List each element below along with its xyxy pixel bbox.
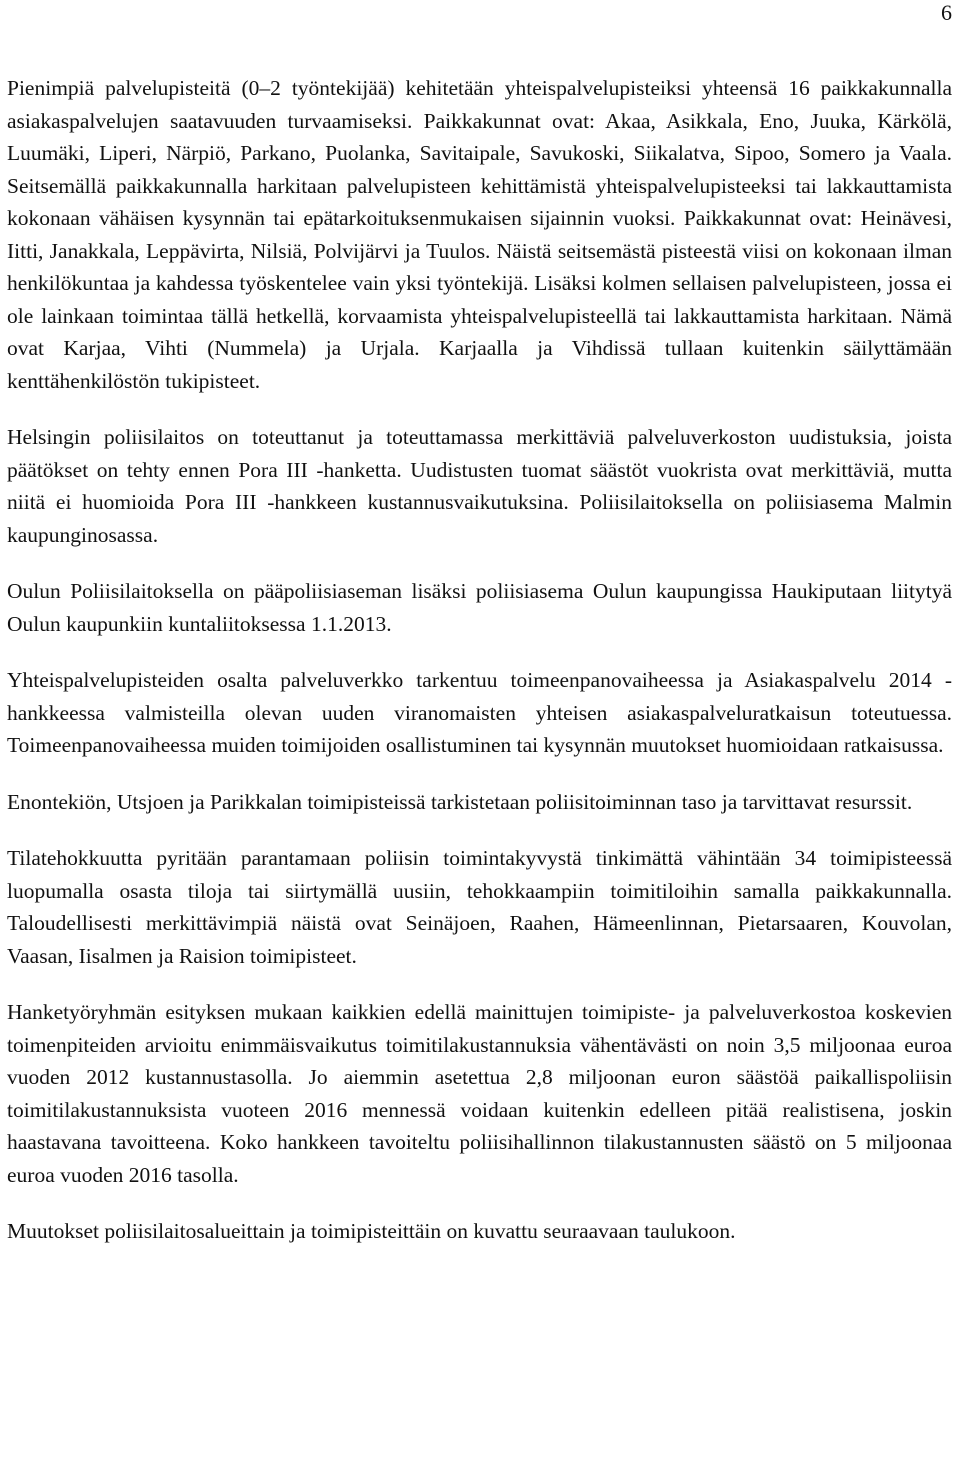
paragraph-service-points: Pienimpiä palvelupisteitä (0–2 työntekijää) kehitetään yhteispalvelupisteiksi yhteensä 16 paikkakunnalla asiakaspalvelujen saatavuuden turvaamiseksi. Paikkakunnat ovat: Akaa, Asikkala, Eno, Juuka, Kärkölä, Luumäki, Liperi, Närpiö, Parkano, Puolanka, Savitaipale, Savukoski, Siikalatva, Sipoo, Somero ja Vaala. Seitsemällä paikkakunnalla harkitaan palvelupisteen kehittämistä yhteispalvelupisteeksi tai lakkauttamista kokonaan vähäisen kysynnän tai epätarkoituksenmukaisen sijainnin vuoksi. Paikkakunnat ovat: Heinävesi, Iitti, Janakkala, Leppävirta, Nilsiä, Polvijärvi ja Tuulos. Näistä seitsemästä pisteestä viisi on kokonaan ilman henkilökuntaa ja kahdessa työskentelee vain yksi työntekijä. Lisäksi kolmen sellaisen palvelupisteen, jossa ei ole lainkaan toimintaa tällä hetkellä, korvaamista yhteispalvelupisteellä tai lakkauttamista harkitaan. Nämä ovat Karjaa, Vihti (Nummela) ja Urjala. Karjaalla ja Vihdissä tullaan kuitenkin säilyttämään kenttähenkilöstön tukipisteet. bbox=[7, 76, 952, 393]
paragraph-oulu: Oulun Poliisilaitoksella on pääpoliisiaseman lisäksi poliisiasema Oulun kaupungissa Haukiputaan liitytyä Oulun kaupunkiin kuntaliitoksessa 1.1.2013. bbox=[7, 579, 952, 636]
paragraph-helsinki: Helsingin poliisilaitos on toteuttanut ja toteuttamassa merkittäviä palveluverkoston uudistuksia, joista päätökset on tehty ennen Pora III -hanketta. Uudistusten tuomat säästöt vuokrista ovat merkittäviä, mutta niitä ei huomioida Pora III -hankkeen kustannusvaikutuksina. Poliisilaitoksella on poliisiasema Malmin kaupunginosassa. bbox=[7, 425, 952, 547]
paragraph-table-intro: Muutokset poliisilaitosalueittain ja toimipisteittäin on kuvattu seuraavaan taulukoon. bbox=[7, 1219, 736, 1243]
page-number: 6 bbox=[941, 0, 952, 25]
paragraph-enontekio: Enontekiön, Utsjoen ja Parikkalan toimipisteissä tarkistetaan poliisitoiminnan taso ja tarvittavat resurssit. bbox=[7, 789, 913, 814]
paragraph-cost-savings: Hanketyöryhmän esityksen mukaan kaikkien edellä mainittujen toimipiste- ja palveluverkostoa koskevien toimenpiteiden arvioitu enimmäisvaikutus toimitilakustannuksia vähentävästi on noin 3,5 miljoonaa euroa vuoden 2012 kustannustasolla. Jo aiemmin asetettua 2,8 miljoonan euron säästöä paikallispoliisin toimitilakustannuksista vuoteen 2016 mennessä voidaan kuitenkin edelleen pitää realistisena, joskin haastavana tavoitteena. Koko hankkeen tavoiteltu poliisihallinnon tilakustannusten säästö on 5 miljoonaa euroa vuoden 2016 tasolla. bbox=[7, 1000, 952, 1187]
paragraph-joint-service-points: Yhteispalvelupisteiden osalta palveluverkko tarkentuu toimeenpanovaiheessa ja Asiakaspalvelu 2014 -hankkeessa valmisteilla olevan uuden viranomaisten yhteisen asiakaspalveluratkaisun toteutuessa. Toimeenpanovaiheessa muiden toimijoiden osallistuminen tai kysynnän muutokset huomioidaan ratkaisussa. bbox=[7, 668, 952, 757]
paragraph-space-efficiency: Tilatehokkuutta pyritään parantamaan poliisin toimintakyvystä tinkimättä vähintään 34 toimipisteessä luopumalla osasta tiloja tai siirtymällä uusiin, tehokkaampiin toimitiloihin samalla paikkakunnalla. Taloudellisesti merkittävimpiä näistä ovat Seinäjoen, Raahen, Hämeenlinnan, Pietarsaaren, Kouvolan, Vaasan, Iisalmen ja Raision toimipisteet. bbox=[7, 846, 952, 968]
document-body bbox=[7, 72, 952, 1248]
